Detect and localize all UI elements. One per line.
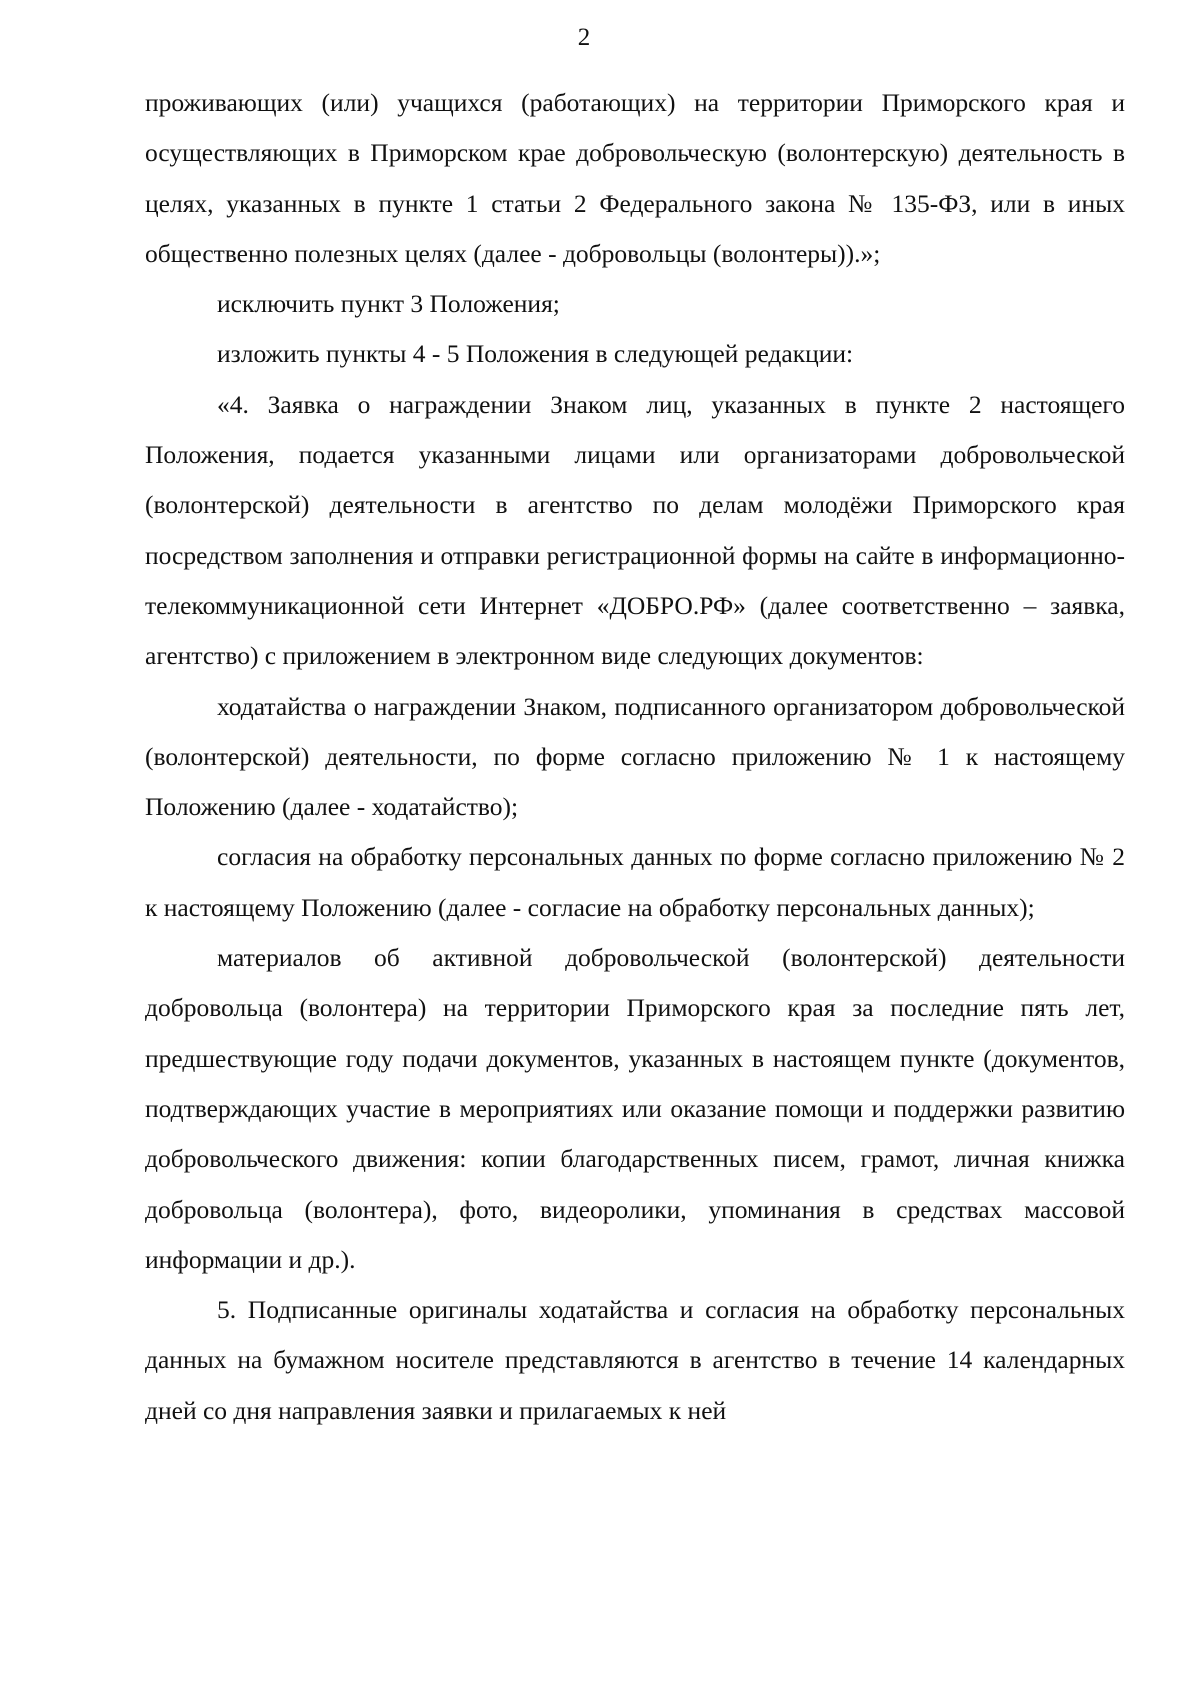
- page-number: 2: [577, 24, 591, 51]
- document-body: [145, 78, 1125, 1436]
- paragraph-petition: ходатайства о награждении Знаком, подписанного организатором добровольческой (волонтерской) деятельности, по форме согласно приложению № 1 к настоящему Положению (далее - ходатайство);: [145, 691, 1125, 822]
- paragraph-amend-items: изложить пункты 4 - 5 Положения в следующей редакции:: [217, 339, 854, 369]
- paragraph-item-5: 5. Подписанные оригиналы ходатайства и согласия на обработку персональных данных на бумажном носителе представляются в агентство в течение 14 календарных дней со дня направления заявки и прилагаемых к ней: [145, 1295, 1125, 1425]
- paragraph-exclude-item-3: исключить пункт 3 Положения;: [217, 289, 560, 319]
- paragraph-item-4: «4. Заявка о награждении Знаком лиц, указанных в пункте 2 настоящего Положения, подается указанными лицами или организаторами добровольческой (волонтерской) деятельности в агентство по делам молодёжи Приморского края посредством заполнения и отправки регистрационной формы на сайте в информационно-телекоммуникационной сети Интернет «ДОБРО.РФ» (далее соответственно – заявка, агентство) с приложением в электронном виде следующих документов:: [145, 389, 1125, 671]
- paragraph-consent: согласия на обработку персональных данных по форме согласно приложению № 2 к настоящему Положению (далее - согласие на обработку персональных данных);: [145, 842, 1125, 922]
- paragraph-materials: материалов об активной добровольческой (волонтерской) деятельности добровольца (волонтера) на территории Приморского края за последние пять лет, предшествующие году подачи документов, указанных в настоящем пункте (документов, подтверждающих участие в мероприятиях или оказание помощи и поддержки развитию добровольческого движения: копии благодарственных писем, грамот, личная книжка добровольца (волонтера), фото, видеоролики, упоминания в средствах массовой информации и др.).: [145, 943, 1125, 1274]
- paragraph-continuation: проживающих (или) учащихся (работающих) на территории Приморского края и осуществляющих в Приморском крае добровольческую (волонтерскую) деятельность в целях, указанных в пункте 1 статьи 2 Федерального закона № 135-ФЗ, или в иных общественно полезных целях (далее - добровольцы (волонтеры)).»;: [145, 88, 1125, 268]
